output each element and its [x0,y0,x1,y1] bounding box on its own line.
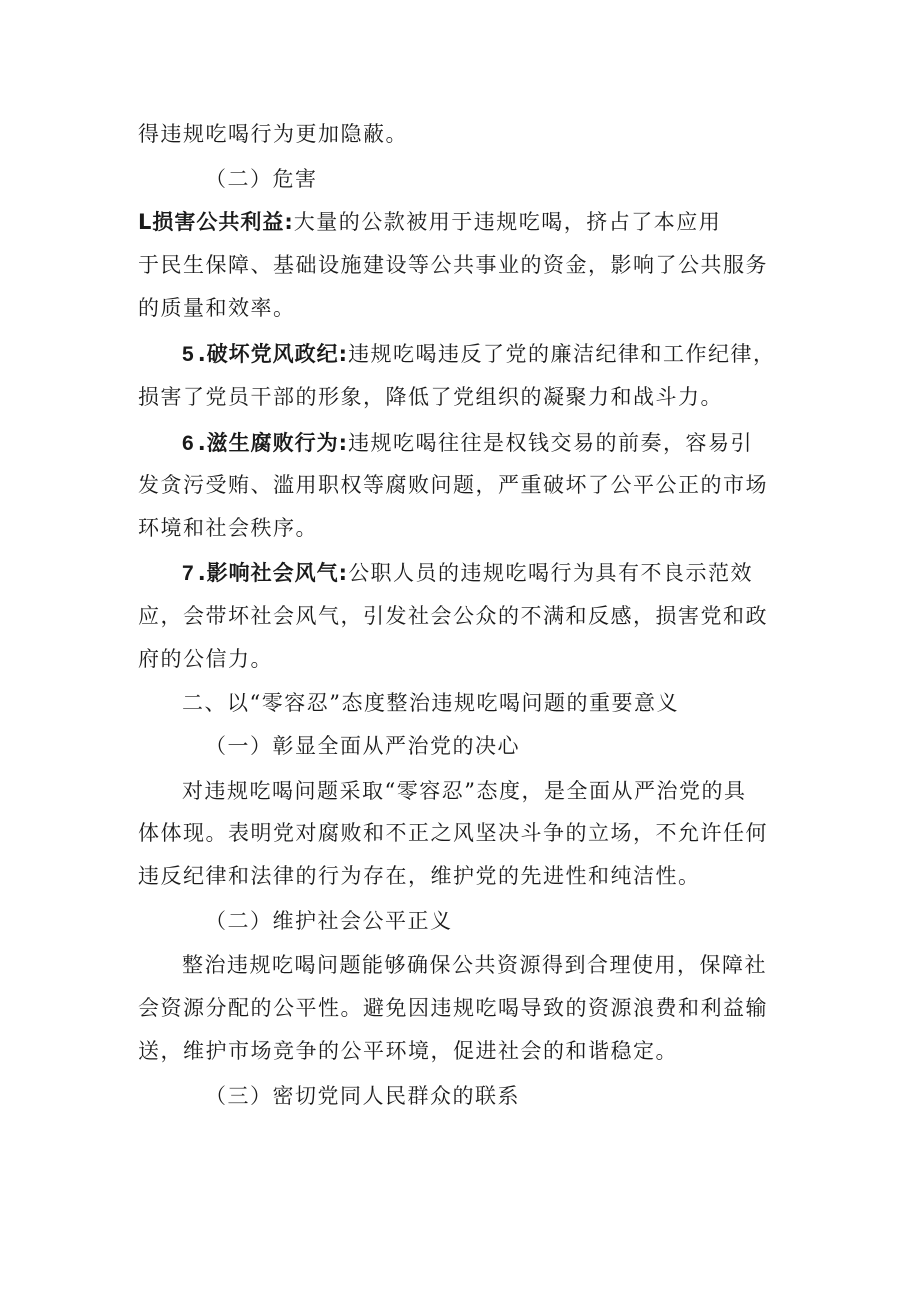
item-text: 公职人员的违规吃喝行为具有不良示范效 [348,561,754,585]
paragraph-line [138,250,768,280]
paragraph-line [182,950,767,980]
paragraph-line [138,993,768,1023]
line-text: 的质量和效率。 [138,296,296,320]
line-text: 送，维护市场竞争的公平环境，促进社会的和谐稳定。 [138,1039,678,1063]
paragraph-line [138,513,318,543]
item-heading: L损害公共利益: [138,210,294,234]
section-subheading [205,731,520,761]
heading-text: 二、以“零容忍”态度整治违规吃喝问题的重要意义 [182,691,679,715]
item-heading: .滋生腐败行为: [197,431,349,455]
subheading-text: （三）密切党同人民群众的联系 [205,1084,520,1108]
item-number: 5 [182,343,194,366]
item-text: 大量的公款被用于违规吃喝，挤占了本应用 [293,210,722,234]
item-text: 违规吃喝违反了党的廉洁纪律和工作纪律， [348,342,776,366]
section-subheading [205,164,318,194]
paragraph-line [182,776,746,806]
line-text: 体体现。表明党对腐败和不正之风坚决斗争的立场，不允许任何 [138,821,768,845]
paragraph-line [138,119,408,149]
item-heading: .破坏党风政纪: [197,342,349,366]
subheading-text: （二）危害 [205,167,318,191]
paragraph-line [138,293,296,323]
subheading-text: （一）彰显全面从严治党的决心 [205,734,520,758]
subheading-text: （二）维护社会公平正义 [205,909,453,933]
line-text: 环境和社会秩序。 [138,516,318,540]
paragraph-line [138,1036,678,1066]
section-subheading [205,1081,520,1111]
line-text: 损害了党员干部的形象，降低了党组织的凝聚力和战斗力。 [138,385,723,409]
item-text: 违规吃喝往往是权钱交易的前奏，容易引 [348,431,754,455]
line-text: 违反纪律和法律的行为存在，维护党的先进性和纯洁性。 [138,864,701,888]
paragraph-line [138,470,768,500]
paragraph-line [138,861,701,891]
paragraph-line [138,601,768,631]
list-item-party-discipline [182,339,776,370]
line-text: 得违规吃喝行为更加隐蔽。 [138,122,408,146]
list-item-social-atmosphere [182,558,753,589]
line-text: 会资源分配的公平性。避免因违规吃喝导致的资源浪费和利益输 [138,996,768,1020]
paragraph-line [138,644,273,674]
paragraph-line [138,382,723,412]
line-text: 对违规吃喝问题采取“零容忍”态度，是全面从严治党的具 [182,779,747,803]
line-text: 应，会带坏社会风气，引发社会公众的不满和反感，损害党和政 [138,604,768,628]
paragraph-line [138,818,768,848]
section-subheading [205,906,453,936]
line-text: 整治违规吃喝问题能够确保公共资源得到合理使用，保障社 [182,953,767,977]
line-text: 发贪污受贿、滥用职权等腐败问题，严重破坏了公平公正的市场 [138,473,768,497]
item-heading: .影响社会风气: [197,561,349,585]
line-text: 府的公信力。 [138,647,273,671]
section-heading [182,688,679,718]
item-number: 7 [182,562,194,585]
item-number: 6 [182,432,194,455]
line-text: 于民生保障、基础设施建设等公共事业的资金，影响了公共服务 [138,253,768,277]
list-item-public-interest [138,207,721,237]
list-item-corruption [182,428,753,459]
